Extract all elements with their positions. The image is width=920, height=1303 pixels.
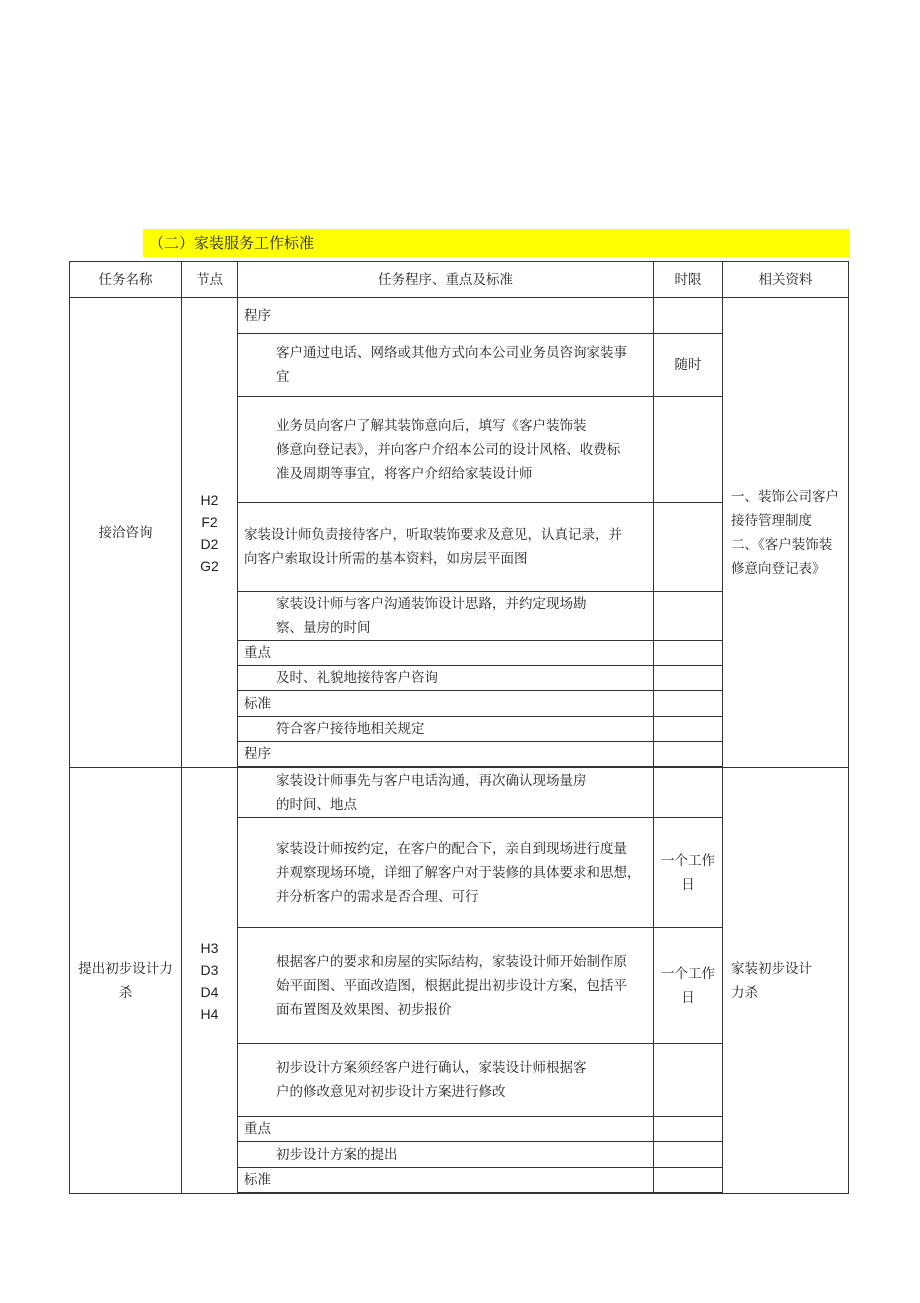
step-line: 宜 [276, 369, 290, 385]
spacer-cell [654, 1193, 723, 1194]
step-line: 初步设计方案须经客户进行确认，家装设计师根据客 [276, 1060, 587, 1076]
node-code: F2 [201, 513, 218, 530]
step-line: 向客户索取设计所需的基本资料，如房层平面图 [244, 551, 528, 567]
step-line: 准及周期等事宜，将客户介绍给家装设计师 [276, 465, 533, 482]
key-text: 及时、礼貌地接待客户咨询 [238, 666, 654, 691]
step-line: 始平面图、平面改造图，根据此提出初步设计方案，包括平 [276, 977, 627, 994]
step-line: 户的修改意见对初步设计方案进行修改 [276, 1084, 506, 1100]
step-line: 修意向登记表》，并向客户介绍本公司的设计风格、收费标 [276, 441, 621, 458]
procedure-step [238, 928, 654, 1044]
key-label: 重点 [238, 1117, 654, 1142]
table-row [70, 768, 849, 818]
header-row [70, 262, 849, 298]
time-cell [654, 768, 723, 818]
time-cell [654, 1117, 723, 1142]
program-label: 程序 [238, 742, 654, 767]
spacer-cell [238, 1193, 654, 1194]
time-line: 一个工作 [661, 965, 715, 982]
node-code: D3 [200, 961, 219, 978]
time-cell [654, 641, 723, 666]
time-cell [654, 298, 723, 334]
step-line: 并分析客户的需求是否合理、可行 [276, 888, 479, 905]
key-text: 初步设计方案的提出 [238, 1142, 654, 1168]
procedure-step [238, 503, 654, 592]
step-line: 业务员向客户了解其装饰意向后，填写《客户装饰装 [276, 417, 587, 434]
service-standard-table [69, 261, 849, 1194]
time-cell [654, 592, 723, 641]
ref-line: 修意向登记表》 [731, 560, 826, 577]
step-line: 家装设计师负责接待客户，听取装饰要求及意见，认真记录，并 [244, 527, 622, 543]
time-cell [654, 666, 723, 691]
node-code: H4 [200, 1005, 219, 1022]
procedure-step [238, 397, 654, 503]
time-cell [654, 691, 723, 717]
node-code: H2 [200, 491, 219, 508]
step-line: 家装设计师与客户沟通装饰设计思路，并约定现场勘 [276, 596, 587, 612]
step-line: 根据客户的要求和房屋的实际结构，家装设计师开始制作原 [276, 953, 627, 970]
header-time: 时限 [654, 262, 723, 298]
ref-cell-1 [723, 298, 849, 768]
time-cell: 随时 [654, 334, 723, 397]
procedure-step [238, 818, 654, 928]
step-line: 家装设计师按约定，在客户的配合下，亲自到现场进行度量 [276, 840, 627, 857]
time-cell [654, 928, 723, 1044]
step-line: 的时间、地点 [276, 796, 357, 813]
procedure-step [238, 1044, 654, 1117]
ref-line: 接待管理制度 [731, 512, 812, 529]
node-code: D4 [200, 983, 219, 1000]
ref-line: 力杀 [731, 984, 758, 1001]
header-task: 任务名称 [70, 262, 182, 298]
task-line: 提出初步设计力 [78, 960, 173, 977]
node-code: D2 [200, 535, 219, 552]
step-line: 面布置图及效果图、初步报价 [276, 1001, 452, 1018]
step-line: 并观察现场环境，详细了解客户对于装修的具体要求和思想， [276, 864, 641, 881]
task-line: 杀 [118, 984, 133, 1001]
task-name-1: 接洽咨询 [70, 298, 182, 768]
time-cell [654, 503, 723, 592]
key-label: 重点 [238, 641, 654, 666]
task-name-2 [70, 768, 182, 1194]
time-cell [654, 742, 723, 767]
time-cell [654, 1168, 723, 1193]
step-line: 察、量房的时间 [276, 620, 371, 636]
program-label: 程序 [238, 298, 654, 334]
node-code: G2 [200, 557, 219, 574]
section-title: （二）家装服务工作标准 [143, 229, 850, 257]
standard-text: 符合客户接待地相关规定 [238, 717, 654, 742]
standard-label: 标准 [238, 1168, 654, 1193]
procedure-step [238, 334, 654, 397]
node-code: H3 [200, 939, 219, 956]
ref-cell-2 [723, 768, 849, 1194]
time-cell [654, 717, 723, 742]
step-line: 家装设计师事先与客户电话沟通，再次确认现场量房 [276, 772, 587, 789]
header-node: 节点 [182, 262, 238, 298]
nodes-2 [182, 768, 238, 1194]
time-line: 一个工作 [661, 852, 715, 869]
time-cell [654, 1044, 723, 1117]
ref-line: 家装初步设计 [731, 960, 812, 977]
procedure-step [238, 592, 654, 641]
time-line: 日 [681, 876, 695, 893]
time-cell [654, 818, 723, 928]
table-row [70, 298, 849, 334]
ref-line: 一、装饰公司客户 [731, 488, 839, 505]
header-ref: 相关资料 [723, 262, 849, 298]
step-line: 客户通过电话、网络或其他方式向本公司业务员咨询家装事 [276, 345, 627, 361]
procedure-step [238, 768, 654, 818]
time-line: 日 [681, 989, 695, 1006]
header-procedure: 任务程序、重点及标准 [238, 262, 654, 298]
standard-label: 标准 [238, 691, 654, 717]
time-cell [654, 397, 723, 503]
nodes-1 [182, 298, 238, 768]
time-cell [654, 1142, 723, 1168]
ref-line: 二、《客户装饰装 [731, 536, 833, 553]
